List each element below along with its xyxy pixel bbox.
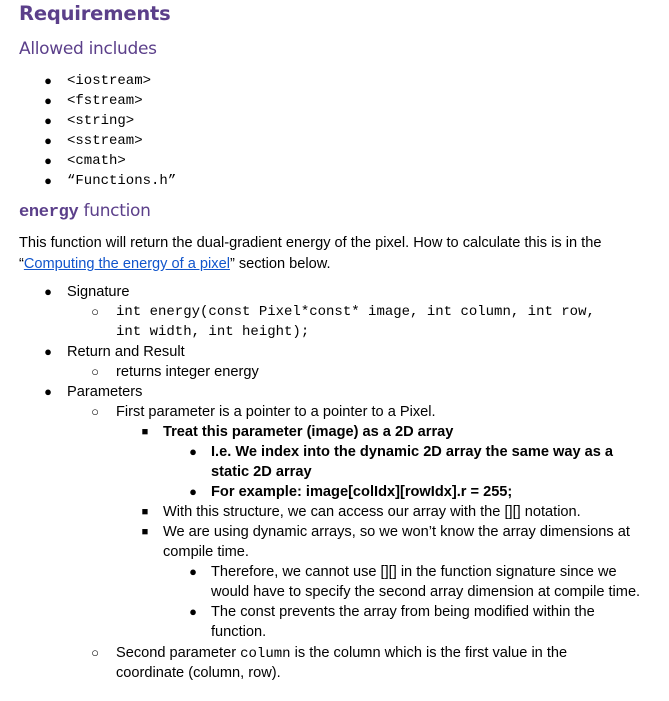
second-parameter-line2: coordinate (column, row). xyxy=(116,665,281,681)
return-result-item: returns integer energy xyxy=(116,364,259,380)
bullet-disc: ● xyxy=(44,73,52,88)
const-line2: function. xyxy=(211,624,267,640)
bullet-disc: ● xyxy=(189,484,197,499)
allowed-includes-heading: Allowed includes xyxy=(19,39,157,59)
bullet-disc: ● xyxy=(189,604,197,619)
quote-open: “ xyxy=(19,256,24,272)
energy-function-heading xyxy=(19,201,151,222)
bullet-circle: ○ xyxy=(91,304,99,319)
include-item: <fstream> xyxy=(67,93,143,109)
bullet-circle: ○ xyxy=(91,364,99,379)
bullet-square: ■ xyxy=(141,526,149,538)
bullet-disc: ● xyxy=(44,284,52,299)
intro-line1: This function will return the dual-gradient energy of the pixel. How to calculate this is in the xyxy=(19,235,602,251)
signature-code-line2: int width, int height); xyxy=(116,324,310,340)
index-text-line1: I.e. We index into the dynamic 2D array the same way as a xyxy=(211,444,614,460)
energy-code: energy xyxy=(19,203,79,222)
include-item: <sstream> xyxy=(67,133,143,149)
requirements-heading: Requirements xyxy=(19,2,171,25)
return-result-label: Return and Result xyxy=(67,344,185,360)
second-param-post: is the column which is the first value in the xyxy=(290,645,568,661)
signature-code-line1: int energy(const Pixel*const* image, int column, int row, xyxy=(116,304,595,320)
include-item: <cmath> xyxy=(67,153,126,169)
bullet-circle: ○ xyxy=(91,404,99,419)
therefore-line2: would have to specify the second array dimension at compile time. xyxy=(211,584,641,600)
bullet-disc: ● xyxy=(44,173,52,188)
bullet-disc: ● xyxy=(44,384,52,399)
bullet-disc: ● xyxy=(189,564,197,579)
therefore-line1: Therefore, we cannot use [][] in the function signature since we xyxy=(211,564,617,580)
include-item: <iostream> xyxy=(67,73,152,89)
energy-heading-text: function xyxy=(83,201,151,221)
bullet-disc: ● xyxy=(44,133,52,148)
const-line1: The const prevents the array from being modified within the xyxy=(211,604,595,620)
bullet-disc: ● xyxy=(44,113,52,128)
include-item: “Functions.h” xyxy=(67,173,177,189)
second-param-pre: Second parameter xyxy=(116,645,241,661)
dynamic-arrays-line1: We are using dynamic arrays, so we won’t know the array dimensions at xyxy=(163,524,630,540)
first-parameter-text: First parameter is a pointer to a pointer to a Pixel. xyxy=(116,404,436,420)
bullet-disc: ● xyxy=(44,93,52,108)
signature-label: Signature xyxy=(67,284,130,300)
bullet-disc: ● xyxy=(44,344,52,359)
include-item: <string> xyxy=(67,113,135,129)
parameters-label: Parameters xyxy=(67,384,143,400)
computing-energy-link[interactable]: Computing the energy of a pixel xyxy=(23,256,230,272)
column-code: column xyxy=(240,646,291,662)
index-text-line2: static 2D array xyxy=(211,464,312,480)
intro-line2 xyxy=(19,254,331,274)
treat-as-2d-text: Treat this parameter (image) as a 2D array xyxy=(163,424,454,440)
bullet-disc: ● xyxy=(44,153,52,168)
with-structure-text: With this structure, we can access our array with the [][] notation. xyxy=(163,504,581,520)
bullet-circle: ○ xyxy=(91,645,99,660)
example-text: For example: image[colIdx][rowIdx].r = 255; xyxy=(211,484,513,500)
bullet-square: ■ xyxy=(141,506,149,518)
second-parameter-line1 xyxy=(116,643,567,664)
dynamic-arrays-line2: compile time. xyxy=(163,544,249,560)
bullet-square: ■ xyxy=(141,426,149,438)
intro-after-link: ” section below. xyxy=(229,256,331,272)
bullet-disc: ● xyxy=(189,444,197,459)
